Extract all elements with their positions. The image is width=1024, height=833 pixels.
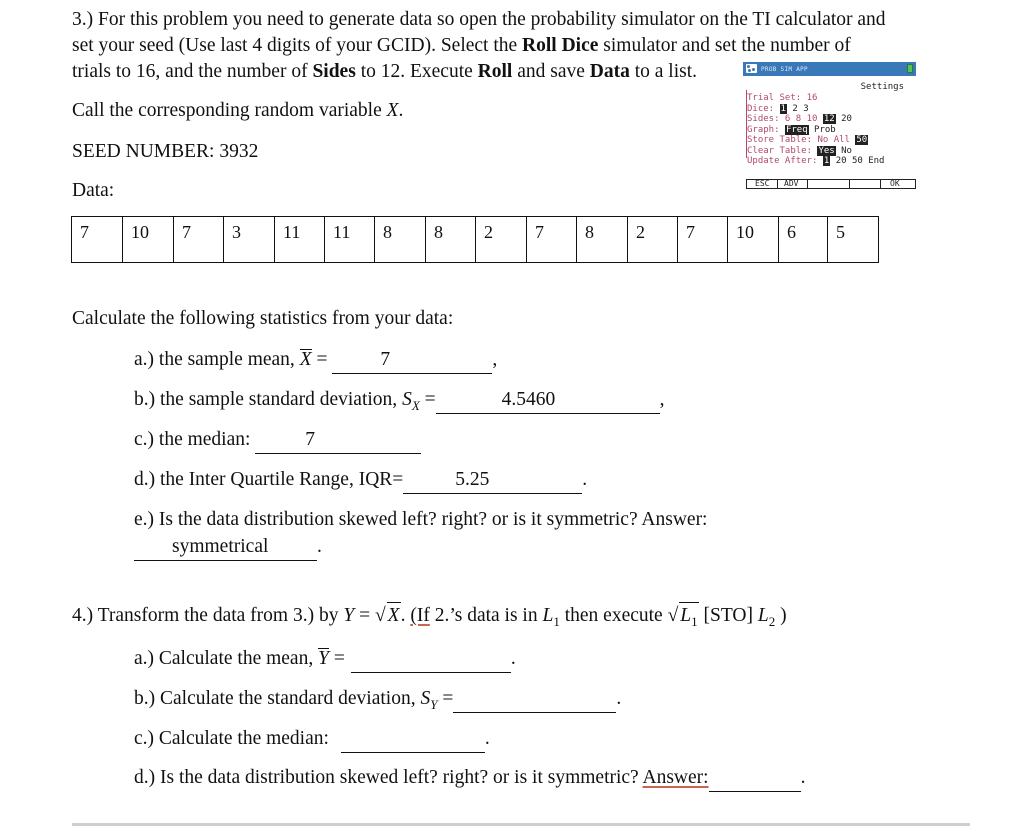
graph-options: Prob (808, 124, 836, 135)
s-subscript: Y (430, 696, 438, 712)
question-4c-label: c.) Calculate the median: (134, 728, 329, 749)
sides-bold: Sides (312, 61, 356, 82)
question-3b-label: b.) the sample standard deviation, (134, 389, 403, 410)
question-4a-label: a.) Calculate the mean, (134, 648, 319, 669)
dice-row (747, 104, 809, 115)
battery-icon (907, 64, 913, 73)
execute-text: then execute (559, 605, 668, 626)
question-3d (134, 467, 587, 494)
data-cell: 7 (678, 217, 728, 263)
sqrt-x (375, 602, 401, 629)
question-4a (134, 646, 516, 673)
std-dev-value: 4.5460 (501, 389, 556, 410)
comma: , (492, 349, 498, 370)
period: . (400, 605, 411, 626)
intro-line-2-text: set your seed (Use last 4 digits of your GCID). Select the (72, 35, 523, 56)
period: . (616, 688, 622, 709)
radical-sign: √ (667, 605, 679, 626)
roll-bold: Roll (477, 61, 513, 82)
l1-symbol: L (542, 605, 554, 626)
data-cell: 11 (275, 217, 325, 263)
l1-subscript: 1 (553, 613, 560, 629)
question-3c-label: c.) the median: (134, 429, 256, 450)
s-symbol: S (420, 688, 431, 709)
question-3a-label: a.) the sample mean, (134, 349, 300, 370)
trial-set-text: Trial Set: 16 (747, 93, 818, 103)
settings-header: Settings (860, 82, 904, 92)
random-variable-line (72, 98, 403, 124)
data-cell: 7 (174, 217, 224, 263)
l-subscript: 1 (691, 613, 698, 629)
data-cell: 11 (325, 217, 375, 263)
problem-4-mid-text: 2.’s data is in (429, 605, 543, 626)
period: . (484, 728, 490, 749)
data-bold: Data (589, 61, 630, 82)
question-3d-label: d.) the Inter Quartile Range, IQR= (134, 469, 404, 490)
equals-sign: = (328, 648, 345, 669)
question-4d (134, 765, 805, 792)
update-label: Update After: (747, 156, 823, 166)
intro-line-3-a: trials to 16, and the number of (72, 61, 313, 82)
update-selected: 1 (823, 156, 830, 166)
answer-label: Answer: (642, 767, 709, 788)
y-bar-symbol: Y (318, 648, 329, 669)
graph-selected: Freq (785, 124, 808, 135)
equals-sign: = (437, 688, 454, 709)
question-4c (134, 726, 490, 753)
dice-options: 2 3 (786, 103, 809, 114)
median-y-answer[interactable] (341, 726, 485, 753)
skew-answer[interactable] (134, 534, 317, 561)
period: . (317, 536, 322, 557)
clear-options: No (835, 145, 852, 156)
intro-line-3-c: to 12. Execute (355, 61, 478, 82)
closing-paren: ) (775, 605, 787, 626)
data-row (72, 217, 879, 263)
x-bar-symbol: X (299, 349, 312, 370)
data-cell: 5 (828, 217, 879, 263)
clear-selected: Yes (818, 145, 835, 156)
question-3c (134, 427, 421, 454)
clear-table-row (747, 146, 852, 157)
question-3a (134, 347, 497, 374)
radicand (679, 602, 698, 635)
sample-mean-value: 7 (380, 349, 391, 370)
data-cell: 8 (375, 217, 426, 263)
intro-line-2 (72, 33, 952, 59)
random-variable-text: Call the corresponding random variable (72, 100, 387, 121)
question-4b-label: b.) Calculate the standard deviation, (134, 688, 421, 709)
intro-line-3-g: to a list. (629, 61, 698, 82)
skew-answer-value: symmetrical (172, 536, 269, 557)
l-symbol: L (680, 605, 692, 626)
comma: , (659, 389, 665, 410)
y-symbol: Y (343, 605, 355, 626)
esc-softkey[interactable]: ESC (755, 179, 770, 188)
equals-sign: = (354, 605, 375, 626)
l2-subscript: 2 (768, 613, 776, 629)
std-dev-y-answer[interactable] (453, 686, 616, 713)
data-table (71, 216, 879, 263)
sqrt-l1 (668, 602, 699, 635)
softkey-divider (849, 180, 850, 189)
sto-text: [STO] (698, 605, 758, 626)
ok-softkey[interactable]: OK (890, 179, 900, 188)
softkey-divider (880, 180, 881, 189)
iqr-value: 5.25 (455, 469, 490, 490)
calculator-title-bar (743, 62, 916, 76)
data-cell: 2 (476, 217, 527, 263)
question-3e: e.) Is the data distribution skewed left? right? or is it symmetric? Answer: (134, 509, 708, 530)
s-subscript: X (411, 397, 420, 413)
data-cell: 10 (123, 217, 174, 263)
bottom-divider (72, 823, 970, 826)
if-text: (If (410, 605, 430, 626)
graph-label: Graph: (747, 124, 785, 135)
period: . (510, 648, 516, 669)
clear-label: Clear Table: (747, 145, 818, 156)
sides-options: 20 (835, 114, 852, 124)
sides-label: Sides: 6 8 10 (747, 114, 823, 124)
data-label: Data: (72, 180, 115, 201)
store-selected: 50 (856, 135, 868, 145)
median-value: 7 (305, 429, 316, 450)
problem-4-intro (72, 602, 787, 635)
seed-number: SEED NUMBER: 3932 (72, 141, 259, 162)
question-4d-label: d.) Is the data distribution skewed left? right? or is it symmetric? (134, 767, 643, 788)
equals-sign: = (311, 349, 333, 370)
question-3e-answer-line (134, 534, 322, 561)
intro-line-3-e: and save (512, 61, 590, 82)
data-cell: 8 (426, 217, 476, 263)
sides-row (747, 114, 852, 125)
data-cell: 6 (779, 217, 828, 263)
iqr-answer[interactable] (403, 467, 582, 494)
l2-symbol: L (757, 605, 769, 626)
data-cell: 7 (527, 217, 577, 263)
data-cell: 2 (628, 217, 678, 263)
s-symbol: S (402, 389, 412, 410)
median-answer[interactable] (255, 427, 421, 454)
softkey-divider (807, 180, 808, 189)
calculator-softkey-bar (746, 179, 916, 189)
period: . (582, 469, 588, 490)
dice-label: Dice: (747, 103, 780, 114)
app-icon (746, 64, 757, 73)
mean-y-answer[interactable] (351, 646, 511, 673)
dice-selected: 1 (780, 103, 786, 114)
random-variable-symbol: X (386, 100, 399, 121)
std-dev-answer[interactable] (436, 387, 660, 414)
radical-sign: √ (374, 605, 386, 626)
x-symbol: X (387, 602, 401, 629)
question-4b (134, 686, 621, 718)
problem-4-text: 4.) Transform the data from 3.) by (72, 605, 344, 626)
equals-sign: = (419, 389, 436, 410)
data-cell: 8 (577, 217, 628, 263)
calculate-intro: Calculate the following statistics from your data: (72, 308, 454, 329)
adv-softkey[interactable]: ADV (784, 179, 799, 188)
trial-set-row (747, 93, 817, 104)
question-3b (134, 387, 665, 419)
sides-selected: 12 (823, 114, 835, 124)
data-cell: 7 (72, 217, 123, 263)
app-title: PROB SIM APP (761, 66, 808, 73)
update-options: 20 50 End (830, 156, 885, 166)
intro-line-2-end: simulator and set the number of (598, 35, 851, 56)
update-after-row (747, 156, 884, 167)
roll-dice-bold: Roll Dice (522, 35, 599, 56)
data-cell: 3 (224, 217, 275, 263)
period: . (800, 767, 806, 788)
random-variable-period: . (398, 100, 404, 121)
calculator-screen (743, 62, 916, 190)
store-label: Store Table: No All (747, 135, 856, 145)
data-cell: 10 (728, 217, 779, 263)
sample-mean-answer[interactable] (332, 347, 492, 374)
intro-line-1: 3.) For this problem you need to generate data so open the probability simulator on the TI calculator and (72, 9, 886, 30)
skew-y-answer[interactable] (709, 765, 801, 792)
store-table-row (747, 135, 868, 146)
graph-row (747, 125, 836, 136)
softkey-divider (777, 180, 778, 189)
